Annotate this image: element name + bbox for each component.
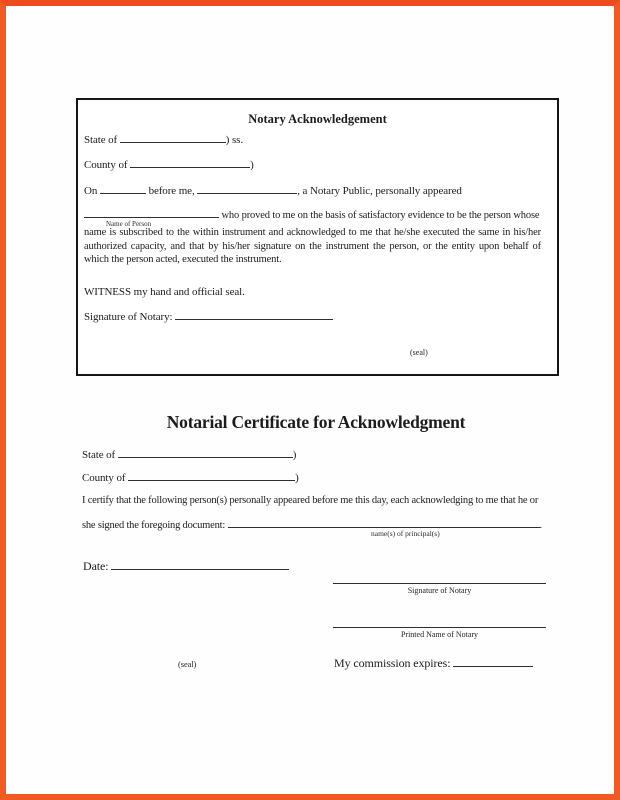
cert-line2-suffix: . <box>539 520 542 531</box>
notary-signature-line <box>333 583 546 584</box>
printed-name-of-notary-caption: Printed Name of Notary <box>400 630 479 639</box>
ack-signature-blank <box>175 310 333 320</box>
ack-county-suffix: ) <box>250 159 254 171</box>
notary-signature-block <box>333 583 546 595</box>
cert-county-row <box>82 471 299 484</box>
ack-state-suffix: ) ss. <box>225 134 243 146</box>
ack-state-blank <box>120 133 226 143</box>
cert-certify-line1: I certify that the following person(s) personally appeared before me this day, each acknowledging to me that he or <box>82 495 539 506</box>
ack-person-row <box>84 208 540 228</box>
cert-state-row <box>82 448 296 461</box>
notary-acknowledgement-form <box>76 98 559 376</box>
cert-state-blank <box>118 448 293 458</box>
cert-date-label: Date: <box>83 559 109 573</box>
ack-signature-label: Signature of Notary: <box>84 311 173 323</box>
cert-date-blank <box>111 559 289 570</box>
cert-state-label: State of <box>82 449 116 461</box>
ack-date-blank <box>100 184 146 194</box>
ack-person-name-blank <box>84 208 219 228</box>
ack-state-row <box>84 133 243 146</box>
name-of-person-caption: Name of Person <box>106 220 152 228</box>
ack-before-me-label: before me, <box>148 185 195 197</box>
principals-caption: name(s) of principal(s) <box>371 529 440 538</box>
commission-blank <box>453 656 533 667</box>
ack-appeared-suffix: , a Notary Public, personally appeared <box>297 185 462 197</box>
ack-seal-caption: (seal) <box>410 348 428 357</box>
commission-label: My commission expires: <box>334 656 451 670</box>
ack-witness-row: WITNESS my hand and official seal. <box>84 286 245 298</box>
cert-county-blank <box>128 471 295 481</box>
cert-date-row <box>83 559 289 574</box>
cert-certify-line2 <box>82 518 542 538</box>
ack-county-blank <box>130 158 250 168</box>
ack-on-row <box>84 184 462 197</box>
notary-printed-name-block <box>333 627 546 639</box>
ack-form-title: Notary Acknowledgement <box>248 112 387 126</box>
cert-state-suffix: ) <box>292 449 297 461</box>
ack-on-label: On <box>84 185 98 197</box>
certificate-title: Notarial Certificate for Acknowledgment <box>166 412 466 432</box>
notary-printed-name-line <box>333 627 546 628</box>
ack-signature-row <box>84 310 333 323</box>
ack-county-row <box>84 158 254 171</box>
cert-seal-caption: (seal) <box>178 659 197 669</box>
ack-notary-name-blank <box>197 184 297 194</box>
cert-principals-blank <box>228 518 540 528</box>
cert-document-label: she signed the foregoing document: <box>82 520 226 531</box>
ack-proved-text: who proved to me on the basis of satisfactory evidence to be the person whose <box>221 210 540 221</box>
cert-county-suffix: ) <box>295 472 299 484</box>
cert-county-label: County of <box>82 472 126 484</box>
ack-county-label: County of <box>84 159 128 171</box>
commission-row <box>334 656 533 671</box>
ack-state-label: State of <box>84 134 118 146</box>
signature-of-notary-caption: Signature of Notary <box>407 586 472 595</box>
ack-body-paragraph: name is subscribed to the within instrument and acknowledged to me that he/she executed the same in his/her authorized capacity, and that by his/her signature on the instrument the person, or the entity upon behalf of which the person acted, executed the instrument. <box>84 227 541 265</box>
